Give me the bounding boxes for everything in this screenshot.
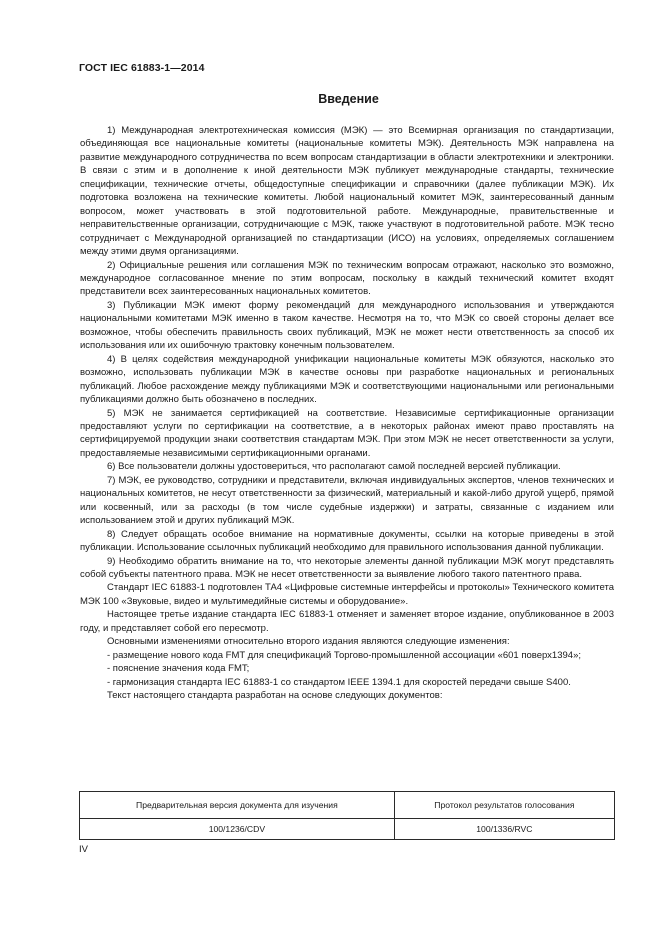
table-header-cell: Протокол результатов голосования	[394, 792, 614, 819]
paragraph-changes-intro: Основными изменениями относительно второго издания являются следующие изменения:	[107, 636, 510, 648]
paragraph-4: 4) В целях содействия международной унификации национальные комитеты МЭК обязуются, насколько это возможно, использовать публикации МЭК в качестве основы при разработке национальных и региональных публикаций. Любое расхождение между публикациями МЭК и соответствующими национальными или региональными публикациями должно быть обозначено в последних.	[80, 353, 614, 406]
paragraph-6: 6) Все пользователи должны удостовериться, что располагают самой последней версией публикации.	[107, 461, 561, 473]
table-cell: 100/1336/RVC	[394, 819, 614, 840]
page-number: IV	[79, 844, 88, 855]
paragraph-9: 9) Необходимо обратить внимание на то, что некоторые элементы данной публикации МЭК могут представлять собой субъекты патентного права. МЭК не несет ответственности за выявление любого такого патентного права.	[80, 555, 614, 580]
table-row	[80, 819, 615, 840]
section-title: Введение	[318, 92, 379, 106]
change-item-3: - гармонизация стандарта IEC 61883-1 со стандартом IEEE 1394.1 для скоростей передачи свыше S400.	[107, 676, 571, 688]
paragraph-8: 8) Следует обращать особое внимание на нормативные документы, ссылки на которые приведены в этой публикации. Использование ссылочных публикаций необходимо для правильного использования данной публикации.	[80, 528, 614, 554]
change-item-2: - пояснение значения кода FMT;	[107, 663, 250, 675]
paragraph-standard-prepared: Стандарт IEC 61883-1 подготовлен ТА4 «Цифровые системные интерфейсы и протоколы» Технического комитета МЭК 100 «Звуковые, видео и мультимедийные системы и оборудование».	[80, 582, 614, 607]
paragraph-2: 2) Официальные решения или соглашения МЭК по техническим вопросам отражают, насколько это возможно, международное согласованное мнение по этим вопросам, поскольку в каждый технический комитет входят представители всех заинтересованных национальных комитетов.	[80, 259, 614, 298]
paragraph-7: 7) МЭК, ее руководство, сотрудники и представители, включая индивидуальных экспертов, членов технических и национальных комитетов, не несут ответственности за физический, материальный и какой-либо другой ущерб, прямой или косвенный, или за расходы (в том числе судебные издержки) и затраты, связанные с изданием или использованием этой и других публикаций МЭК.	[80, 474, 614, 527]
paragraph-3: 3) Публикации МЭК имеют форму рекомендаций для международного использования и утверждаются национальными комитетами МЭК именно в таком качестве. Несмотря на то, что МЭК со своей стороны делает все возможное, чтобы обеспечить правильность своих публикаций, МЭК не может нести ответственность за способ их использования или их ошибочную трактовку конечным пользователем.	[80, 299, 614, 352]
table-header-row	[80, 792, 615, 819]
paragraph-5: 5) МЭК не занимается сертификацией на соответствие. Независимые сертификационные организации предоставляют услуги по сертификации на соответствие, а в некоторых районах имеют право проставлять на сертифицируемой продукции знаки соответствия стандартам МЭК. При этом МЭК не несет ответственности за услуги, предоставляемые независимыми сертификационными органами.	[80, 407, 614, 459]
paragraph-1: 1) Международная электротехническая комиссия (МЭК) — это Всемирная организация по стандартизации, объединяющая все национальные комитеты (национальные комитеты МЭК). Деятельность МЭК направлена на развитие международного сотрудничества по всем вопросам стандартизации в области электротехники и электроники. В связи с этим и в дополнение к иной деятельности МЭК публикует международные стандарты, технические спецификации, технические отчеты, общедоступные спецификации и справочники (далее публикации МЭК). Их подготовка возложена на технические комитеты. Любой национальный комитет МЭК, заинтересованный данным вопросом, может участвовать в этой подготовительной работе. Международные, правительственные и неправительственные организации, сотрудничающие с МЭК, также участвуют в подготовительной работе. МЭК тесно сотрудничает с Международной организацией по стандартизации (ИСО) на условиях, определяемых соглашением между этими двумя организациями.	[80, 125, 614, 258]
table-cell: 100/1236/CDV	[80, 819, 395, 840]
standard-header: ГОСТ IEC 61883-1—2014	[79, 62, 205, 74]
paragraph-based-on: Текст настоящего стандарта разработан на основе следующих документов:	[107, 690, 443, 702]
voting-documents-table	[79, 791, 615, 840]
paragraph-edition: Настоящее третье издание стандарта IEC 61883-1 отменяет и заменяет второе издание, опубликованное в 2003 году, и представляет собой его пересмотр.	[80, 609, 614, 634]
table-header-cell: Предварительная версия документа для изучения	[80, 792, 395, 819]
change-item-1: - размещение нового кода FMT для спецификаций Торгово-промышленной ассоциации «601 поверх1394»;	[107, 649, 581, 661]
body-text	[80, 124, 614, 702]
